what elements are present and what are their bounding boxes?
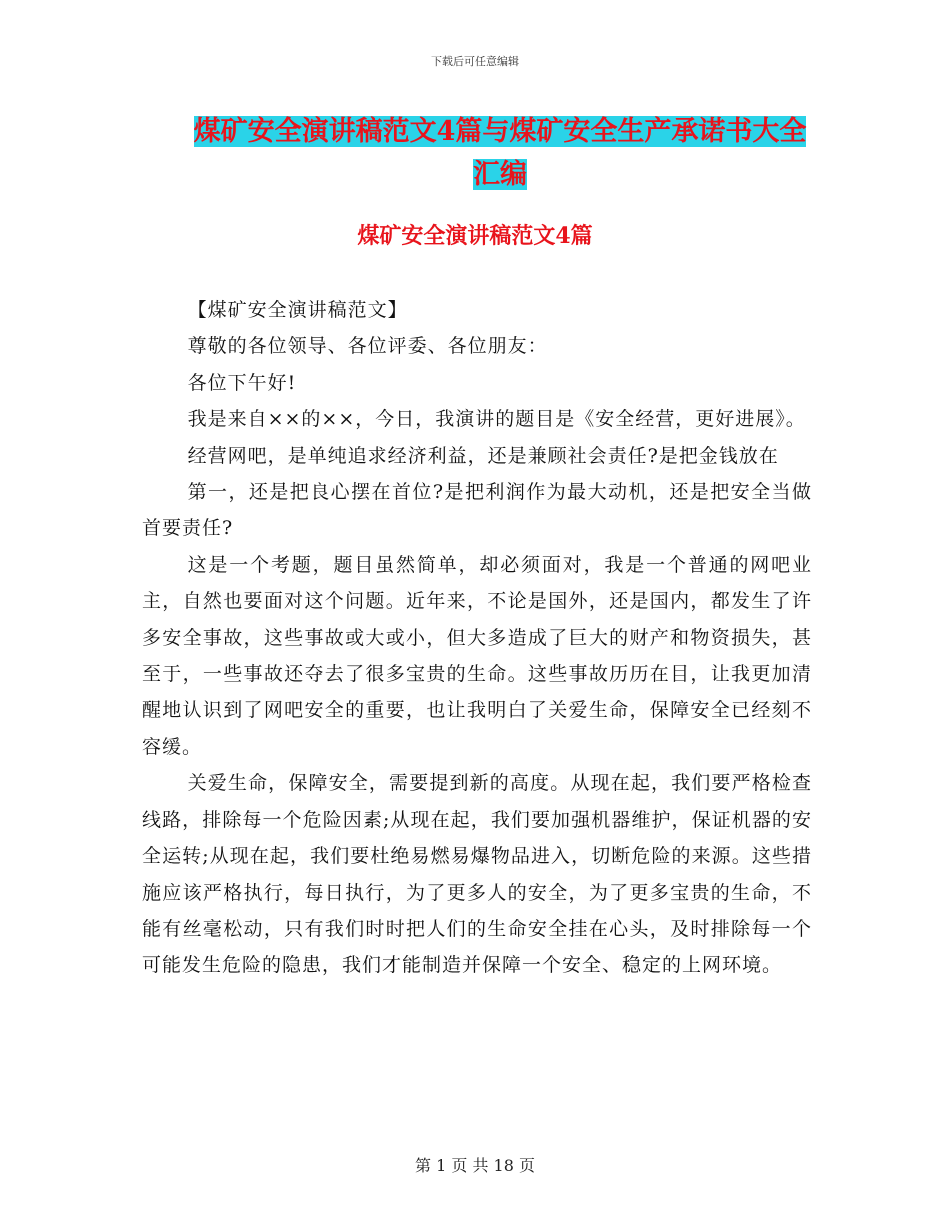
- paragraph: 关爱生命，保障安全，需要提到新的高度。从现在起，我们要严格检查线路，排除每一个危险因素;从现在起，我们要加强机器维护，保证机器的安全运转;从现在起，我们要杜绝易燃易爆物品进入，切断危险的来源。这些措施应该严格执行，每日执行，为了更多人的安全，为了更多宝贵的生命，不能有丝毫松动，只有我们时时把人们的生命安全挂在心头，及时排除每一个可能发生危险的隐患，我们才能制造并保障一个安全、稳定的上网环境。: [142, 772, 812, 977]
- document-title-line-1: 煤矿安全演讲稿范文4篇与煤矿安全生产承诺书大全: [193, 116, 807, 147]
- section-title: 煤矿安全演讲稿范文4篇: [357, 223, 593, 249]
- page-number-footer: 第 1 页 共 18 页: [415, 1156, 535, 1175]
- paragraph-greeting: 各位下午好!: [187, 371, 297, 394]
- document-body: [142, 292, 812, 984]
- paragraph-salutation: 尊敬的各位领导、各位评委、各位朋友：: [187, 335, 548, 358]
- document-title: [190, 110, 810, 196]
- page-header-note: 下载后可任意编辑: [431, 55, 519, 68]
- paragraph: 第一，还是把良心摆在首位?是把利润作为最大动机，还是把安全当做首要责任?: [142, 481, 812, 540]
- document-title-line-2: 汇编: [473, 159, 527, 190]
- paragraph: 我是来自××的××，今日，我演讲的题目是《安全经营，更好进展》。: [187, 408, 806, 431]
- paragraph-heading: 【煤矿安全演讲稿范文】: [187, 299, 408, 321]
- paragraph: 经营网吧，是单纯追求经济利益，还是兼顾社会责任?是把金钱放在: [187, 444, 779, 467]
- paragraph: 这是一个考题，题目虽然简单，却必须面对，我是一个普通的网吧业主，自然也要面对这个问题。近年来，不论是国外，还是国内，都发生了许多安全事故，这些事故或大或小，但大多造成了巨大的财产和物资损失，甚至于，一些事故还夺去了很多宝贵的生命。这些事故历历在目，让我更加清醒地认识到了网吧安全的重要，也让我明白了关爱生命，保障安全已经刻不容缓。: [142, 553, 812, 758]
